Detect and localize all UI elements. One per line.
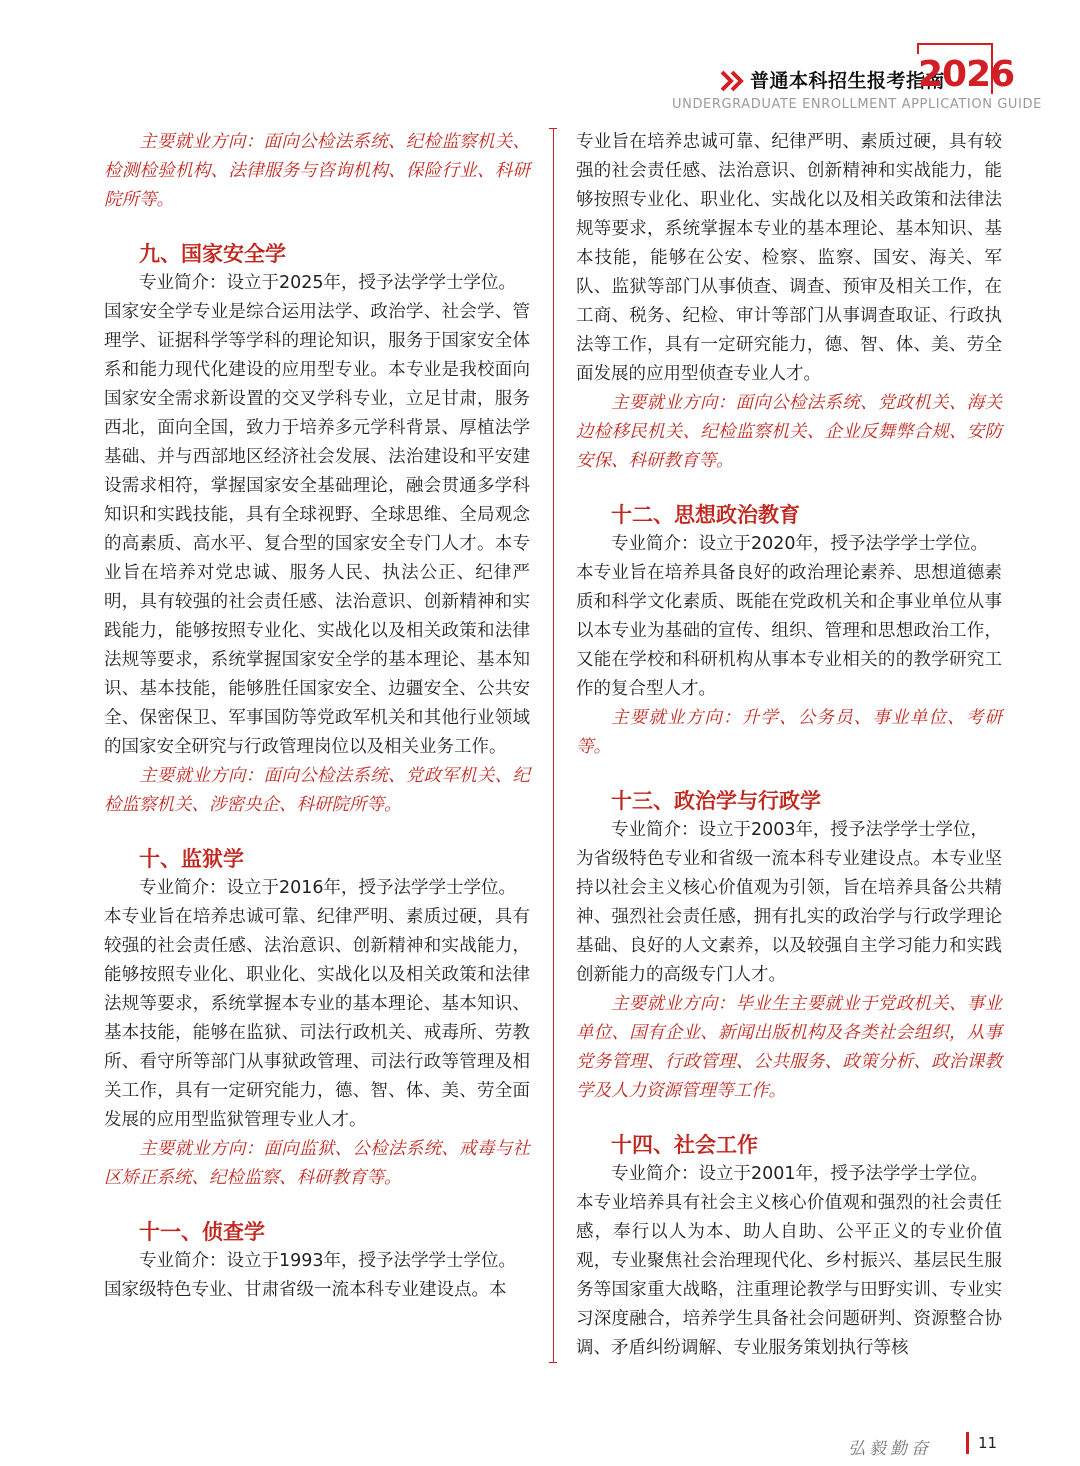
section-title-prison-science: 十、监狱学 <box>139 847 244 871</box>
double-chevron-icon <box>718 66 748 96</box>
page-header <box>0 0 1080 120</box>
career-text: 主要就业方向：升学、公务员、事业单位、考研等。 <box>576 708 1002 757</box>
career-text: 主要就业方向：面向公检法系统、党政机关、海关边检移民机关、纪检监察机关、企业反舞弊合规、安防安保、科研教育等。 <box>576 393 1002 471</box>
footer-signature: 弘毅勤奋 <box>848 1439 932 1459</box>
section-body: 本专业培养具有社会主义核心价值观和强烈的社会责任感，奉行以人为本、助人自助、公平正义的专业价值观，专业聚焦社会治理现代化、乡村振兴、基层民生服务等国家重大战略，注重理论教学与田野实训、专业实习深度融合，培养学生具备社会问题研判、资源整合协调、矛盾纠纷调解、专业服务策划执行等核 <box>576 1193 1002 1358</box>
page-number: 11 <box>978 1434 998 1452</box>
section-body: 国家级特色专业、甘肃省级一流本科专业建设点。本 <box>104 1280 507 1300</box>
section-title-ideological-education: 十二、思想政治教育 <box>611 503 800 527</box>
right-column <box>576 128 1002 1363</box>
section-body: 国家安全学专业是综合运用法学、政治学、社会学、管理学、证据科学等学科的理论知识，服务于国家安全体系和能力现代化建设的应用型专业。本专业是我校面向国家安全需求新设置的交叉学科专业，立足甘肃，服务西北，面向全国，致力于培养多元学科背景、厚植法学基础、并与西部地区经济社会发展、法治建设和平安建设需求相符，掌握国家安全基础理论，融会贯通多学科知识和实践技能，具有全球视野、全球思维、全局观念的高素质、高水平、复合型的国家安全专门人才。本专业旨在培养对党忠诚、服务人民、执法公正、纪律严明，具有较强的社会责任感、法治意识、创新精神和实践能力，能够按照专业化、实战化以及相关政策和法律法规等要求，系统掌握国家安全学的基本理论、基本知识、基本技能，能够胜任国家安全、边疆安全、公共安全、保密保卫、军事国防等党政军机关和其他行业领域的国家安全研究与行政管理岗位以及相关业务工作。 <box>104 302 530 757</box>
section-intro: 专业简介：设立于2020年，授予法学学士学位。 <box>611 534 989 554</box>
footer-separator <box>966 1432 969 1454</box>
section-title-political-science: 十三、政治学与行政学 <box>611 789 821 813</box>
guide-title: 普通本科招生报考指南 <box>750 70 946 92</box>
column-divider <box>553 128 554 1362</box>
section-intro: 专业简介：设立于2003年，授予法学学士学位， <box>611 820 989 840</box>
guide-subtitle: UNDERGRADUATE ENROLLMENT APPLICATION GUIDE <box>672 97 1042 112</box>
career-text: 主要就业方向：毕业生主要就业于党政机关、事业单位、国有企业、新闻出版机构及各类社会组织，从事党务管理、行政管理、公共服务、政策分析、政治课教学及人力资源管理等工作。 <box>576 994 1002 1101</box>
section-body-continued: 专业旨在培养忠诚可靠、纪律严明、素质过硬，具有较强的社会责任感、法治意识、创新精神和实战能力，能够按照专业化、职业化、实战化以及相关政策和法律法规等要求，系统掌握本专业的基本理论、基本知识、基本技能，能够在公安、检察、监察、国安、海关、军队、监狱等部门从事侦查、调查、预审及相关工作，在工商、税务、纪检、审计等部门从事调查取证、行政执法等工作，具有一定研究能力，德、智、体、美、劳全面发展的应用型侦查专业人才。 <box>576 132 1002 384</box>
section-body: 本专业旨在培养具备良好的政治理论素养、思想道德素质和科学文化素质、既能在党政机关和企事业单位从事以本专业为基础的宣传、组织、管理和思想政治工作，又能在学校和科研机构从事本专业相关的的教学研究工作的复合型人才。 <box>576 563 1002 699</box>
section-title-social-work: 十四、社会工作 <box>611 1133 758 1157</box>
left-column <box>104 128 530 1305</box>
section-intro: 专业简介：设立于2001年，授予法学学士学位。 <box>611 1164 989 1184</box>
career-text: 主要就业方向：面向公检法系统、党政军机关、纪检监察机关、涉密央企、科研院所等。 <box>104 766 530 815</box>
divider-cap-bottom <box>549 1362 557 1363</box>
section-title-national-security: 九、国家安全学 <box>139 242 286 266</box>
section-intro: 专业简介：设立于2016年，授予法学学士学位。 <box>139 878 517 898</box>
career-text: 主要就业方向：面向监狱、公检法系统、戒毒与社区矫正系统、纪检监察、科研教育等。 <box>104 1139 530 1188</box>
divider-cap-top <box>549 128 557 129</box>
section-body: 为省级特色专业和省级一流本科专业建设点。本专业坚持以社会主义核心价值观为引领，旨在培养具备公共精神、强烈社会责任感，拥有扎实的政治学与行政学理论基础、良好的人文素养，以及较强自主学习能力和实践创新能力的高级专门人才。 <box>576 849 1002 985</box>
section-intro: 专业简介：设立于1993年，授予法学学士学位。 <box>139 1251 517 1271</box>
guide-year: 2026 <box>918 54 1015 95</box>
section-title-investigation: 十一、侦查学 <box>139 1220 265 1244</box>
section-intro: 专业简介：设立于2025年，授予法学学士学位。 <box>139 273 517 293</box>
section-body: 本专业旨在培养忠诚可靠、纪律严明、素质过硬，具有较强的社会责任感、法治意识、创新精神和实战能力，能够按照专业化、职业化、实战化以及相关政策和法律法规等要求，系统掌握本专业的基本理论、基本知识、基本技能，能够在监狱、司法行政机关、戒毒所、劳教所、看守所等部门从事狱政管理、司法行政等管理及相关工作，具有一定研究能力，德、智、体、美、劳全面发展的应用型监狱管理专业人才。 <box>104 907 530 1130</box>
career-text: 主要就业方向：面向公检法系统、纪检监察机关、检测检验机构、法律服务与咨询机构、保险行业、科研院所等。 <box>104 132 530 210</box>
